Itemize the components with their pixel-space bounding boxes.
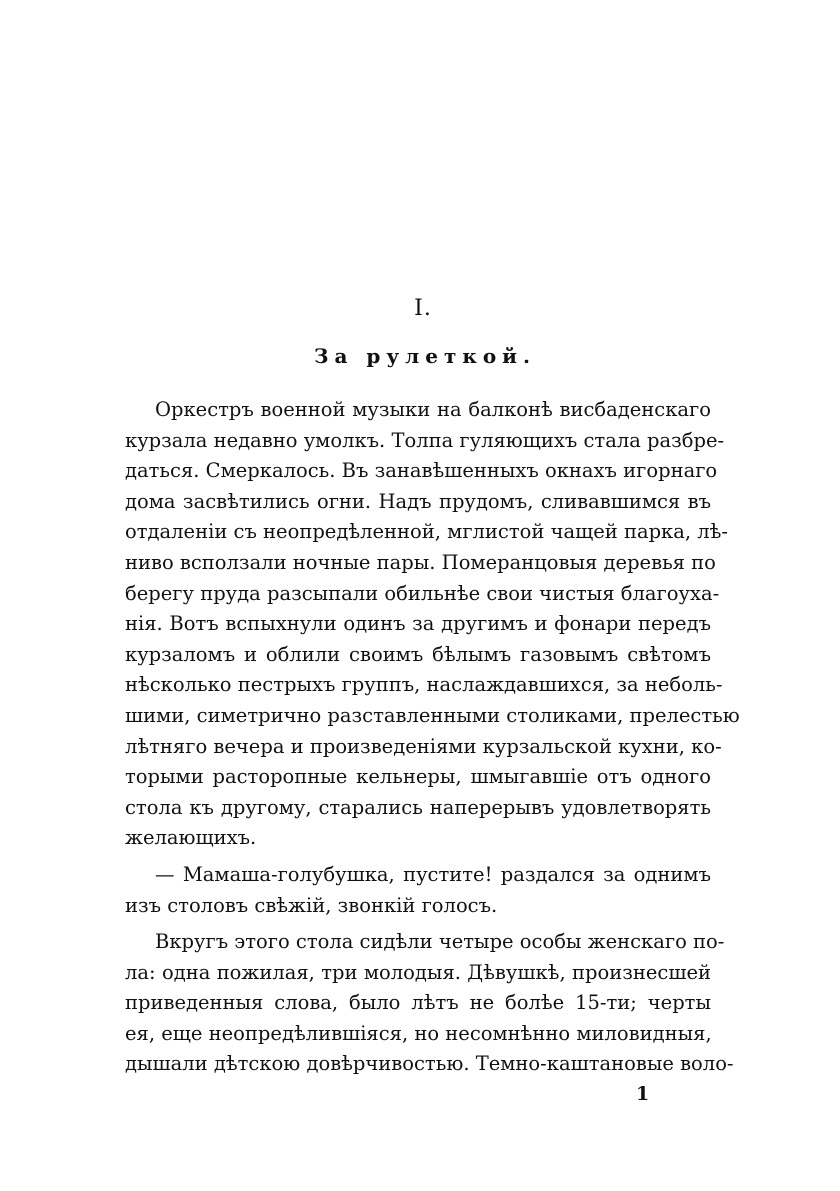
text-line: нія. Вотъ вспыхнули одинъ за другимъ и фонари передъ — [125, 612, 711, 636]
text-line: шими, симетрично разставленными столиками, прелестью — [125, 703, 740, 727]
text-line: курзаломъ и облили своимъ бѣлымъ газовымъ свѣтомъ — [125, 642, 711, 666]
text-line: даться. Смеркалось. Въ занавѣшенныхъ окнахъ игорнаго — [125, 459, 718, 483]
text-line: Оркестръ военной музыки на балконѣ висбаденскаго — [155, 398, 711, 421]
text-line: стола къ другому, старались наперерывъ удовлетворять — [125, 795, 711, 819]
text-line: приведенныя слова, было лѣтъ не болѣе 15-ти; черты — [125, 991, 711, 1015]
body-text — [125, 395, 740, 1080]
chapter-number: I. — [414, 296, 432, 321]
text-line: желающихъ. — [125, 826, 257, 850]
text-line: дома засвѣтились огни. Надъ прудомъ, сливавшимся въ — [125, 489, 711, 513]
text-line: отдаленіи съ неопредѣленной, мглистой чащей парка, лѣ- — [125, 520, 729, 544]
text-line: берегу пруда разсыпали обильнѣе свои чистыя благоуха- — [125, 581, 720, 605]
text-line: курзала недавно умолкъ. Толпа гуляющихъ стала разбре- — [125, 428, 725, 452]
text-line: лѣтняго вечера и произведеніями курзальской кухни, ко- — [125, 734, 722, 758]
text-line: нѣсколько пестрыхъ группъ, наслаждавшихся, за неболь- — [125, 673, 723, 697]
page-number: 1 — [636, 1083, 650, 1105]
text-line: ея, еще неопредѣлившіяся, но несомнѣнно миловидныя, — [125, 1021, 712, 1045]
text-line: ла: одна пожилая, три молодыя. Дѣвушкѣ, произнесшей — [125, 960, 711, 984]
text-line: Вкругъ этого стола сидѣли четыре особы женскаго по- — [155, 930, 725, 954]
text-line: ниво всползали ночные пары. Померанцовыя деревья по — [125, 550, 716, 574]
text-line: дышали дѣтскою довѣрчивостью. Темно-каштановые воло- — [125, 1052, 734, 1076]
text-line: — Мамаша-голубушка, пустите! раздался за однимъ — [155, 862, 711, 886]
text-line: изъ столовъ свѣжій, звонкій голосъ. — [125, 893, 498, 917]
chapter-title: За рулеткой. — [314, 344, 536, 368]
text-line: торыми расторопные кельнеры, шмыгавшіе отъ одного — [125, 765, 711, 789]
